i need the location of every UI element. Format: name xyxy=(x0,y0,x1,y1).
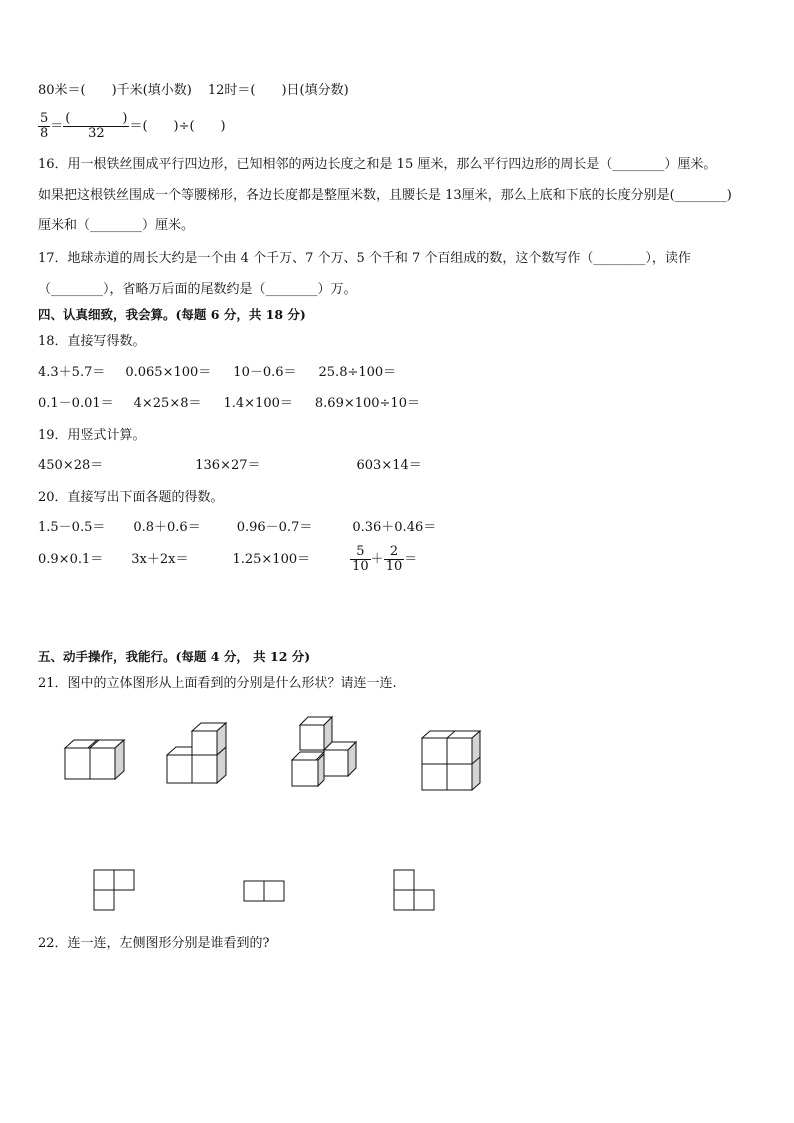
solid-figure-2 xyxy=(162,722,232,788)
q18-item: 0.1－0.01＝ xyxy=(38,396,114,411)
q18-item: 1.4×100＝ xyxy=(223,396,293,411)
q20-equals: ＝ xyxy=(404,552,418,567)
q20-item: 3x＋2x＝ xyxy=(131,552,189,567)
q22-title: 22．连一连，左侧图形分别是谁看到的? xyxy=(38,936,270,951)
q20-item: 0.8＋0.6＝ xyxy=(133,520,201,535)
q19-row1 xyxy=(38,457,422,475)
q17-line1: 17．地球赤道的周长大约是一个由 4 个千万、7 个万、5 个千和 7 个百组成的数，这个数写作（________），读作 xyxy=(38,251,691,266)
q15-equals: ＝ xyxy=(50,119,64,134)
q18-title: 18．直接写得数。 xyxy=(38,334,146,349)
q20-item: 1.5－0.5＝ xyxy=(38,520,106,535)
q20-item: 0.9×0.1＝ xyxy=(38,552,104,567)
q18-row2 xyxy=(38,395,420,413)
q16-line3: 厘米和（________）厘米。 xyxy=(38,218,195,233)
q18-row1 xyxy=(38,364,396,382)
solid-figure-1 xyxy=(60,735,130,785)
q18-item: 4×25×8＝ xyxy=(133,396,202,411)
top-view-two-squares xyxy=(243,880,287,902)
q18-item: 25.8÷100＝ xyxy=(318,365,397,380)
q15-line1 xyxy=(38,82,349,100)
q20-row1 xyxy=(38,519,436,537)
q15-length-conversion: 80米＝( )千米(填小数) xyxy=(38,83,192,98)
q20-fraction-2-10: $\frac{2}{10}$ xyxy=(385,544,403,574)
q19-item: 450×28＝ xyxy=(38,458,104,473)
solid-figure-4 xyxy=(418,728,486,794)
q15-line2 xyxy=(38,112,226,141)
q18-item: 10－0.6＝ xyxy=(233,365,297,380)
q19-title: 19．用竖式计算。 xyxy=(38,428,146,443)
q18-item: 0.065×100＝ xyxy=(125,365,212,380)
q15-division-blank: ＝( )÷( ) xyxy=(129,119,226,134)
solid-figure-3 xyxy=(288,716,360,790)
section5-title: 五、动手操作，我能行。(每题 4 分， 共 12 分) xyxy=(38,649,311,664)
top-view-l-shape xyxy=(93,869,137,913)
q16-line2: 如果把这根铁丝围成一个等腰梯形，各边长度都是整厘米数，且腰长是 13厘米，那么上底和下底的长度分别是(________) xyxy=(38,188,732,203)
q20-fraction-5-10: $\frac{5}{10}$ xyxy=(352,544,369,574)
q21-title: 21．图中的立体图形从上面看到的分别是什么形状？请连一连. xyxy=(38,676,397,691)
q15-time-conversion: 12时＝( )日(填分数) xyxy=(207,83,349,98)
q20-plus: ＋ xyxy=(370,552,384,567)
q18-item: 8.69×100÷10＝ xyxy=(314,396,420,411)
q20-item: 1.25×100＝ xyxy=(232,552,311,567)
q17-line2: （________），省略万后面的尾数约是（________）万。 xyxy=(38,282,357,297)
q20-item: 0.36＋0.46＝ xyxy=(352,520,437,535)
q20-title: 20．直接写出下面各题的得数。 xyxy=(38,490,224,505)
section4-title: 四、认真细致，我会算。(每题 6 分，共 18 分) xyxy=(38,307,306,322)
q19-item: 603×14＝ xyxy=(356,458,422,473)
q15-fraction-5-8: $\frac{5}{8}$ xyxy=(40,111,49,141)
top-view-reverse-l-shape xyxy=(393,869,437,913)
q20-item: 0.96－0.7＝ xyxy=(236,520,313,535)
q20-row2 xyxy=(38,545,417,574)
q15-fraction-blank-32: $\frac{( )}{32}$ xyxy=(65,111,128,141)
q18-item: 4.3＋5.7＝ xyxy=(38,365,106,380)
q16-line1: 16．用一根铁丝围成平行四边形，已知相邻的两边长度之和是 15 厘米，那么平行四边形的周长是（________）厘米。 xyxy=(38,157,717,172)
q19-item: 136×27＝ xyxy=(195,458,261,473)
